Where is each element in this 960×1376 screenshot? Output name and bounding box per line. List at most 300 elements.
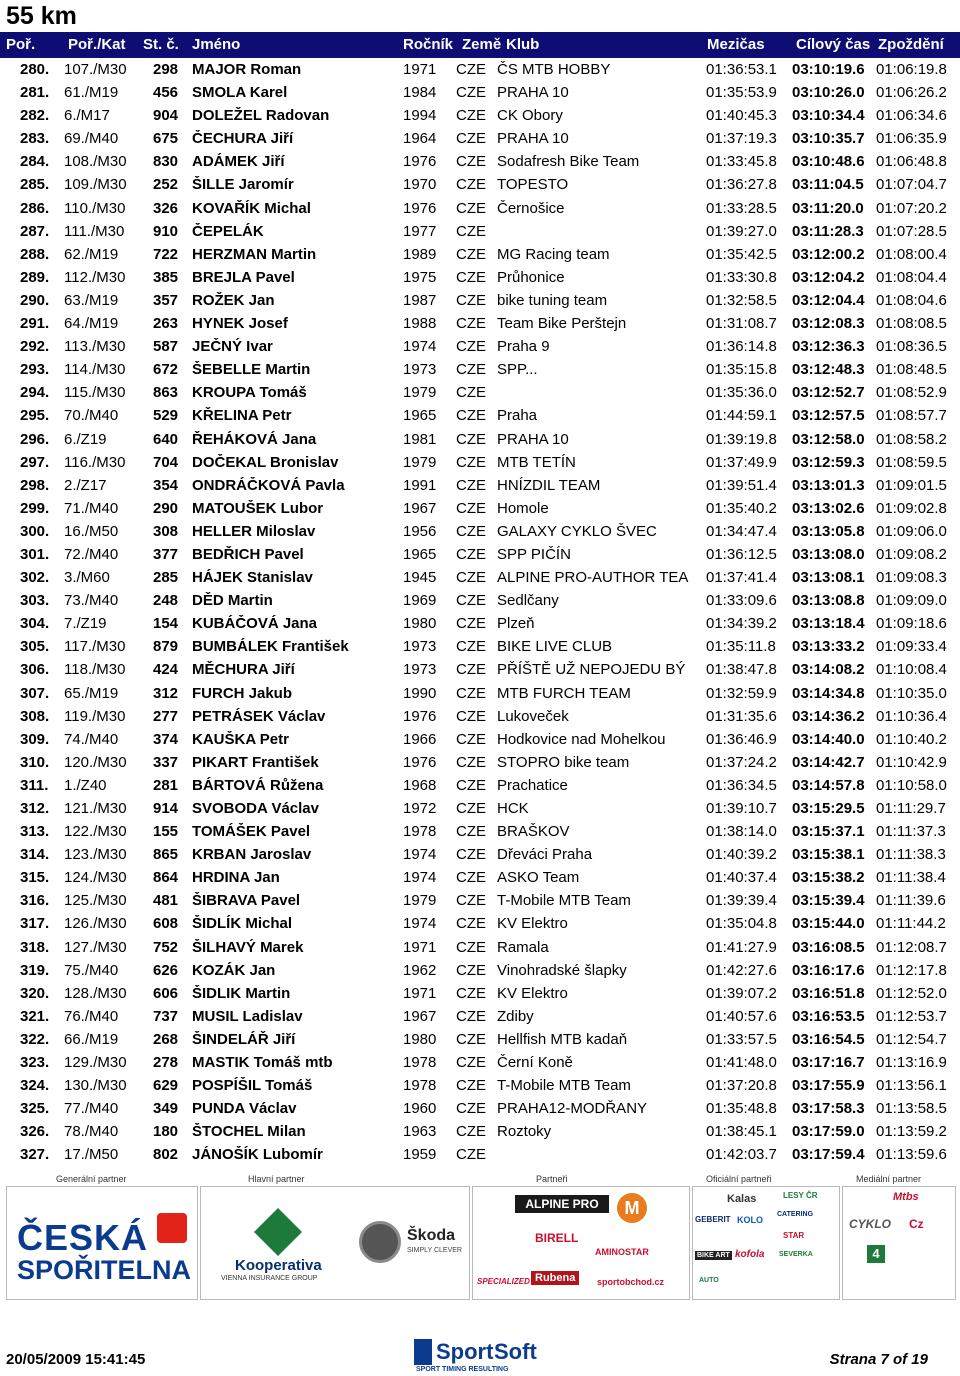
- cell-finish-time: 03:17:59.0: [792, 1123, 865, 1141]
- cell-split-time: 01:35:36.0: [706, 384, 777, 402]
- table-row: [0, 889, 960, 912]
- cell-athlete-name: HYNEK Josef: [192, 315, 288, 333]
- cell-start-number: 374: [153, 730, 179, 748]
- cell-split-time: 01:37:19.3: [706, 130, 777, 148]
- cell-birth-year: 1981: [403, 430, 437, 448]
- cell-category-rank: 119./M30: [64, 707, 126, 725]
- cell-country: CZE: [456, 107, 486, 125]
- cell-club: Homole: [497, 499, 549, 517]
- cell-country: CZE: [456, 684, 486, 702]
- cell-split-time: 01:32:58.5: [706, 291, 777, 309]
- cell-category-rank: 65./M19: [64, 684, 119, 702]
- cell-split-time: 01:33:45.8: [706, 153, 777, 171]
- cell-country: CZE: [456, 1100, 486, 1118]
- cell-birth-year: 1945: [403, 569, 437, 587]
- results-table-body: [0, 58, 960, 1167]
- table-row: [0, 566, 960, 589]
- cell-time-gap: 01:10:08.4: [876, 661, 947, 679]
- cell-start-number: 481: [153, 892, 179, 910]
- cell-rank: 325.: [20, 1100, 50, 1118]
- col-header-rank: Poř.: [6, 36, 36, 53]
- cell-club: T-Mobile MTB Team: [497, 892, 631, 910]
- cell-athlete-name: SVOBODA Václav: [192, 800, 319, 817]
- cell-country: CZE: [456, 869, 486, 887]
- col-header-name: Jméno: [192, 36, 241, 53]
- cell-time-gap: 01:13:56.1: [876, 1077, 947, 1095]
- cell-split-time: 01:35:11.8: [706, 638, 776, 656]
- page-number: Strana 7 of 19: [829, 1351, 928, 1368]
- cell-birth-year: 1971: [403, 938, 437, 956]
- cell-time-gap: 01:09:08.2: [876, 545, 947, 563]
- cell-country: CZE: [456, 846, 486, 864]
- cell-athlete-name: MĚCHURA Jiří: [192, 661, 295, 679]
- cell-club: ALPINE PRO-AUTHOR TEA: [497, 569, 689, 587]
- cell-rank: 297.: [20, 453, 50, 471]
- cell-birth-year: 1973: [403, 661, 437, 679]
- cell-start-number: 248: [153, 592, 179, 610]
- cell-country: CZE: [456, 661, 486, 679]
- cell-rank: 290.: [20, 291, 50, 309]
- cell-category-rank: 76./M40: [64, 1007, 119, 1025]
- cell-start-number: 587: [153, 338, 179, 356]
- cell-club: ASKO Team: [497, 869, 580, 887]
- cell-athlete-name: BREJLA Pavel: [192, 268, 295, 286]
- cell-finish-time: 03:13:01.3: [792, 476, 865, 494]
- cell-rank: 282.: [20, 107, 50, 125]
- cell-club: GALAXY CYKLO ŠVEC: [497, 522, 657, 540]
- cell-athlete-name: DOČEKAL Bronislav: [192, 453, 339, 471]
- cell-time-gap: 01:07:28.5: [876, 222, 947, 240]
- cell-category-rank: 66./M19: [64, 1030, 119, 1048]
- cell-birth-year: 1967: [403, 499, 437, 517]
- cell-split-time: 01:31:35.6: [706, 707, 777, 725]
- table-row: [0, 658, 960, 681]
- cell-split-time: 01:39:39.4: [706, 892, 777, 910]
- sportsoft-logo-sport: Sport: [436, 1339, 494, 1364]
- cell-time-gap: 01:06:34.6: [876, 107, 947, 125]
- cell-birth-year: 1979: [403, 384, 437, 402]
- skoda-emblem-icon: [359, 1221, 401, 1263]
- table-row: [0, 173, 960, 196]
- col-header-split: Mezičas: [707, 36, 765, 53]
- cell-category-rank: 120./M30: [64, 753, 127, 771]
- cell-club: MTB TETÍN: [497, 453, 576, 471]
- cell-rank: 326.: [20, 1123, 50, 1141]
- cell-rank: 309.: [20, 730, 50, 748]
- cz-logo: Cz: [909, 1217, 924, 1231]
- cell-split-time: 01:41:27.9: [706, 938, 777, 956]
- cell-category-rank: 122./M30: [64, 823, 127, 841]
- cell-country: CZE: [456, 176, 486, 194]
- cell-category-rank: 123./M30: [64, 846, 127, 864]
- cell-club: TOPESTO: [497, 176, 569, 194]
- table-row: [0, 197, 960, 220]
- cell-athlete-name: HELLER Miloslav: [192, 522, 316, 540]
- cell-finish-time: 03:14:42.7: [792, 753, 865, 771]
- cell-time-gap: 01:09:33.4: [876, 638, 947, 656]
- cell-club: STOPRO bike team: [497, 753, 630, 771]
- cell-time-gap: 01:08:52.9: [876, 384, 947, 402]
- cell-country: CZE: [456, 499, 486, 517]
- cell-birth-year: 1980: [403, 1030, 437, 1048]
- cell-split-time: 01:32:59.9: [706, 684, 777, 702]
- cell-category-rank: 115./M30: [64, 384, 126, 402]
- cell-finish-time: 03:11:28.3: [792, 222, 864, 240]
- cell-category-rank: 113./M30: [64, 338, 126, 356]
- cell-start-number: 865: [153, 846, 179, 864]
- cell-athlete-name: PETRÁSEK Václav: [192, 707, 326, 725]
- cell-finish-time: 03:15:37.1: [792, 823, 865, 841]
- cell-club: Prachatice: [497, 776, 568, 794]
- cell-club: Sodafresh Bike Team: [497, 153, 640, 171]
- table-row: [0, 751, 960, 774]
- cell-category-rank: 74./M40: [64, 730, 119, 748]
- cell-start-number: 385: [153, 268, 179, 286]
- cell-athlete-name: ROŽEK Jan: [192, 291, 275, 309]
- cell-birth-year: 1965: [403, 545, 437, 563]
- cell-country: CZE: [456, 245, 486, 263]
- cell-category-rank: 110./M30: [64, 199, 126, 217]
- cell-time-gap: 01:09:06.0: [876, 522, 947, 540]
- cell-club: CK Obory: [497, 107, 563, 125]
- cell-start-number: 640: [153, 430, 179, 448]
- cell-rank: 319.: [20, 961, 50, 979]
- cell-category-rank: 63./M19: [64, 291, 119, 309]
- cell-country: CZE: [456, 1077, 486, 1095]
- cell-time-gap: 01:10:40.2: [876, 730, 947, 748]
- cell-finish-time: 03:10:35.7: [792, 130, 865, 148]
- cell-country: CZE: [456, 338, 486, 356]
- cell-club: Vinohradské šlapky: [497, 961, 627, 979]
- cell-country: CZE: [456, 430, 486, 448]
- cell-country: CZE: [456, 453, 486, 471]
- cell-birth-year: 1960: [403, 1100, 437, 1118]
- cell-finish-time: 03:14:40.0: [792, 730, 865, 748]
- cell-time-gap: 01:09:01.5: [876, 476, 947, 494]
- cell-rank: 317.: [20, 915, 50, 933]
- cell-category-rank: 130./M30: [64, 1077, 127, 1095]
- cell-category-rank: 73./M40: [64, 592, 119, 610]
- cell-category-rank: 64./M19: [64, 315, 119, 333]
- cell-birth-year: 1984: [403, 84, 437, 102]
- cell-birth-year: 1970: [403, 176, 437, 194]
- cell-start-number: 830: [153, 153, 179, 171]
- cell-split-time: 01:39:10.7: [706, 800, 777, 817]
- col-header-category-rank: Poř./Kat: [68, 36, 126, 53]
- cell-time-gap: 01:08:00.4: [876, 245, 947, 263]
- cell-category-rank: 108./M30: [64, 153, 127, 171]
- cell-rank: 281.: [20, 84, 50, 102]
- cell-athlete-name: ŠEBELLE Martin: [192, 361, 311, 379]
- cell-athlete-name: TOMÁŠEK Pavel: [192, 823, 311, 841]
- cell-club: SPP PIČÍN: [497, 545, 571, 563]
- cell-athlete-name: HRDINA Jan: [192, 869, 280, 887]
- cell-club: bike tuning team: [497, 291, 608, 309]
- cell-split-time: 01:35:53.9: [706, 84, 777, 102]
- cell-finish-time: 03:11:04.5: [792, 176, 864, 194]
- cell-country: CZE: [456, 915, 486, 933]
- cell-club: Sedlčany: [497, 592, 559, 610]
- cell-finish-time: 03:12:57.5: [792, 407, 865, 425]
- cell-country: CZE: [456, 961, 486, 979]
- cell-country: CZE: [456, 222, 486, 240]
- cell-birth-year: 1987: [403, 291, 437, 309]
- cell-athlete-name: MATOUŠEK Lubor: [192, 499, 324, 517]
- cell-rank: 285.: [20, 176, 50, 194]
- cell-birth-year: 1974: [403, 869, 437, 887]
- cell-time-gap: 01:08:36.5: [876, 338, 947, 356]
- cell-finish-time: 03:15:29.5: [792, 800, 865, 817]
- cell-country: CZE: [456, 569, 486, 587]
- cell-club: T-Mobile MTB Team: [497, 1077, 631, 1095]
- cell-start-number: 737: [153, 1007, 179, 1025]
- page-title: 55 km: [6, 2, 77, 30]
- mtbs-logo: Mtbs: [893, 1191, 919, 1203]
- cell-rank: 315.: [20, 869, 50, 887]
- cell-split-time: 01:42:03.7: [706, 1146, 777, 1164]
- cell-category-rank: 118./M30: [64, 661, 126, 679]
- cell-start-number: 722: [153, 245, 179, 263]
- cell-rank: 312.: [20, 800, 50, 817]
- cell-athlete-name: PIKART František: [192, 753, 319, 771]
- table-row: [0, 682, 960, 705]
- sportsoft-logo-subtitle: SPORT TIMING RESULTING: [416, 1366, 509, 1373]
- cell-start-number: 626: [153, 961, 179, 979]
- cell-club: PRAHA 10: [497, 430, 569, 448]
- cell-club: Plzeň: [497, 615, 535, 633]
- table-row: [0, 220, 960, 243]
- cell-time-gap: 01:08:48.5: [876, 361, 947, 379]
- media-partner-label: Mediální partner: [856, 1174, 922, 1184]
- cell-rank: 289.: [20, 268, 50, 286]
- cell-category-rank: 16./M50: [64, 522, 119, 540]
- skoda-logo: Škoda: [407, 1227, 456, 1244]
- table-row: [0, 104, 960, 127]
- cell-athlete-name: BÁRTOVÁ Růžena: [192, 776, 324, 794]
- cell-club: Praha: [497, 407, 538, 425]
- cell-category-rank: 129./M30: [64, 1054, 127, 1072]
- cell-finish-time: 03:14:34.8: [792, 684, 865, 702]
- cell-country: CZE: [456, 522, 486, 540]
- table-row: [0, 1051, 960, 1074]
- cell-category-rank: 75./M40: [64, 961, 119, 979]
- bike-art-logo: BIKE ART: [697, 1252, 730, 1259]
- cell-split-time: 01:40:45.3: [706, 107, 777, 125]
- col-header-year: Ročník: [403, 36, 454, 53]
- cell-start-number: 252: [153, 176, 179, 194]
- cell-start-number: 285: [153, 569, 179, 587]
- specialized-logo: SPECIALIZED: [477, 1277, 530, 1286]
- cell-birth-year: 1979: [403, 892, 437, 910]
- cell-split-time: 01:38:45.1: [706, 1123, 777, 1141]
- cell-club: KV Elektro: [497, 984, 568, 1002]
- cell-split-time: 01:39:51.4: [706, 476, 777, 494]
- cell-finish-time: 03:12:52.7: [792, 384, 865, 402]
- cell-start-number: 752: [153, 938, 179, 956]
- cell-time-gap: 01:06:26.2: [876, 84, 947, 102]
- cell-time-gap: 01:11:29.7: [876, 800, 946, 817]
- cell-athlete-name: ČECHURA Jiří: [192, 130, 294, 148]
- print-timestamp: 20/05/2009 15:41:45: [6, 1351, 146, 1368]
- cell-birth-year: 1973: [403, 361, 437, 379]
- cell-time-gap: 01:09:08.3: [876, 569, 947, 587]
- cell-finish-time: 03:13:18.4: [792, 615, 865, 633]
- cell-country: CZE: [456, 753, 486, 771]
- cell-time-gap: 01:08:59.5: [876, 453, 947, 471]
- cell-country: CZE: [456, 130, 486, 148]
- cell-finish-time: 03:12:48.3: [792, 361, 865, 379]
- cell-rank: 320.: [20, 984, 50, 1002]
- cell-split-time: 01:38:47.8: [706, 661, 777, 679]
- ceska-sporitelna-logo-line1: ČESKÁ: [17, 1217, 149, 1258]
- cell-club: Roztoky: [497, 1123, 552, 1141]
- cell-finish-time: 03:12:36.3: [792, 338, 865, 356]
- cell-country: CZE: [456, 361, 486, 379]
- ceska-sporitelna-logo-line2: SPOŘITELNA: [17, 1255, 192, 1285]
- cell-finish-time: 03:16:08.5: [792, 938, 865, 956]
- cell-time-gap: 01:12:08.7: [876, 938, 947, 956]
- cell-finish-time: 03:12:08.3: [792, 315, 865, 333]
- aminostar-logo: AMINOSTAR: [595, 1247, 649, 1257]
- sportsoft-s-icon: [414, 1339, 432, 1365]
- cell-club: Hodkovice nad Mohelkou: [497, 730, 666, 748]
- cell-finish-time: 03:10:26.0: [792, 84, 865, 102]
- cell-start-number: 910: [153, 222, 179, 240]
- cell-finish-time: 03:15:38.1: [792, 846, 865, 864]
- cell-rank: 292.: [20, 338, 50, 356]
- cell-club: ČS MTB HOBBY: [497, 61, 611, 78]
- cell-split-time: 01:40:37.4: [706, 869, 777, 887]
- cell-country: CZE: [456, 315, 486, 333]
- partners-label: Partneři: [536, 1174, 568, 1184]
- table-row: [0, 289, 960, 312]
- table-row: [0, 474, 960, 497]
- cell-time-gap: 01:12:54.7: [876, 1030, 947, 1048]
- official-partners-label: Oficiální partneři: [706, 1174, 772, 1184]
- cell-birth-year: 1976: [403, 199, 437, 217]
- col-header-club: Klub: [506, 36, 540, 53]
- cell-time-gap: 01:13:58.5: [876, 1100, 947, 1118]
- cell-time-gap: 01:10:42.9: [876, 753, 947, 771]
- table-row: [0, 866, 960, 889]
- cell-split-time: 01:34:39.2: [706, 615, 777, 633]
- cell-time-gap: 01:08:58.2: [876, 430, 947, 448]
- cyklo-logo: CYKLO: [849, 1217, 891, 1231]
- cell-time-gap: 01:13:16.9: [876, 1054, 947, 1072]
- cell-birth-year: 1963: [403, 1123, 437, 1141]
- cell-category-rank: 70./M40: [64, 407, 119, 425]
- cell-split-time: 01:35:40.2: [706, 499, 777, 517]
- cell-time-gap: 01:10:35.0: [876, 684, 947, 702]
- cell-country: CZE: [456, 800, 486, 817]
- cell-time-gap: 01:10:58.0: [876, 776, 947, 794]
- cell-split-time: 01:42:27.6: [706, 961, 777, 979]
- cell-country: CZE: [456, 892, 486, 910]
- cell-athlete-name: KOVAŘÍK Michal: [192, 199, 311, 217]
- cell-category-rank: 77./M40: [64, 1100, 119, 1118]
- cell-athlete-name: ADÁMEK Jiří: [192, 153, 285, 171]
- cell-rank: 294.: [20, 384, 50, 402]
- cell-split-time: 01:39:27.0: [706, 222, 777, 240]
- catering-logo: CATERING: [777, 1211, 814, 1218]
- cell-athlete-name: KROUPA Tomáš: [192, 384, 307, 402]
- media-partner-box: [842, 1186, 956, 1300]
- cell-category-rank: 124./M30: [64, 869, 127, 887]
- cell-birth-year: 1980: [403, 615, 437, 633]
- cell-rank: 307.: [20, 684, 50, 702]
- cell-category-rank: 71./M40: [64, 499, 119, 517]
- cell-split-time: 01:40:57.6: [706, 1007, 777, 1025]
- kalas-logo: Kalas: [727, 1193, 757, 1205]
- cell-club: Průhonice: [497, 268, 565, 286]
- cell-athlete-name: HÁJEK Stanislav: [192, 569, 313, 587]
- cell-category-rank: 2./Z17: [64, 476, 107, 494]
- cell-split-time: 01:35:15.8: [706, 361, 777, 379]
- table-row: [0, 451, 960, 474]
- cell-birth-year: 1976: [403, 707, 437, 725]
- cell-split-time: 01:35:48.8: [706, 1100, 777, 1118]
- cell-finish-time: 03:10:48.6: [792, 153, 865, 171]
- cell-birth-year: 1977: [403, 222, 437, 240]
- cell-birth-year: 1974: [403, 846, 437, 864]
- cell-club: HNÍZDIL TEAM: [497, 476, 601, 494]
- cell-country: CZE: [456, 268, 486, 286]
- cell-athlete-name: JEČNÝ Ivar: [192, 338, 273, 356]
- cell-split-time: 01:36:12.5: [706, 545, 777, 563]
- cell-athlete-name: ŠINDELÁŘ Jiří: [192, 1030, 296, 1048]
- cell-country: CZE: [456, 1030, 486, 1048]
- cell-start-number: 180: [153, 1123, 179, 1141]
- kooperativa-emblem-icon: [254, 1208, 302, 1256]
- cell-finish-time: 03:12:58.0: [792, 430, 865, 448]
- cell-time-gap: 01:08:04.4: [876, 268, 947, 286]
- cell-athlete-name: KAUŠKA Petr: [192, 730, 289, 748]
- cell-finish-time: 03:11:20.0: [792, 199, 864, 217]
- cell-birth-year: 1978: [403, 1077, 437, 1095]
- cell-country: CZE: [456, 776, 486, 794]
- cell-category-rank: 128./M30: [64, 984, 127, 1002]
- cell-country: CZE: [456, 823, 486, 841]
- cell-category-rank: 7./Z19: [64, 615, 107, 633]
- table-row: [0, 358, 960, 381]
- table-row: [0, 243, 960, 266]
- cell-time-gap: 01:07:20.2: [876, 199, 947, 217]
- cell-finish-time: 03:15:44.0: [792, 915, 865, 933]
- cell-rank: 324.: [20, 1077, 50, 1095]
- table-row: [0, 1005, 960, 1028]
- cell-category-rank: 107./M30: [64, 61, 127, 78]
- table-row: [0, 982, 960, 1005]
- cell-start-number: 312: [153, 684, 179, 702]
- cell-birth-year: 1972: [403, 800, 437, 817]
- cell-club: Dřeváci Praha: [497, 846, 593, 864]
- sportobchod-logo: sportobchod.cz: [597, 1277, 664, 1287]
- lesy-cr-logo: LESY ČR: [783, 1191, 818, 1200]
- cell-finish-time: 03:12:00.2: [792, 245, 865, 263]
- severka-logo: SEVERKA: [779, 1251, 813, 1258]
- cell-start-number: 879: [153, 638, 179, 656]
- cell-country: CZE: [456, 1007, 486, 1025]
- cell-category-rank: 121./M30: [64, 800, 127, 817]
- cell-birth-year: 1988: [403, 315, 437, 333]
- birell-logo: BIRELL: [535, 1231, 579, 1245]
- cell-club: MTB FURCH TEAM: [497, 684, 631, 702]
- cell-club: HCK: [497, 800, 529, 817]
- cell-category-rank: 72./M40: [64, 545, 119, 563]
- cell-country: CZE: [456, 592, 486, 610]
- cell-split-time: 01:37:41.4: [706, 569, 777, 587]
- cell-club: Praha 9: [497, 338, 550, 356]
